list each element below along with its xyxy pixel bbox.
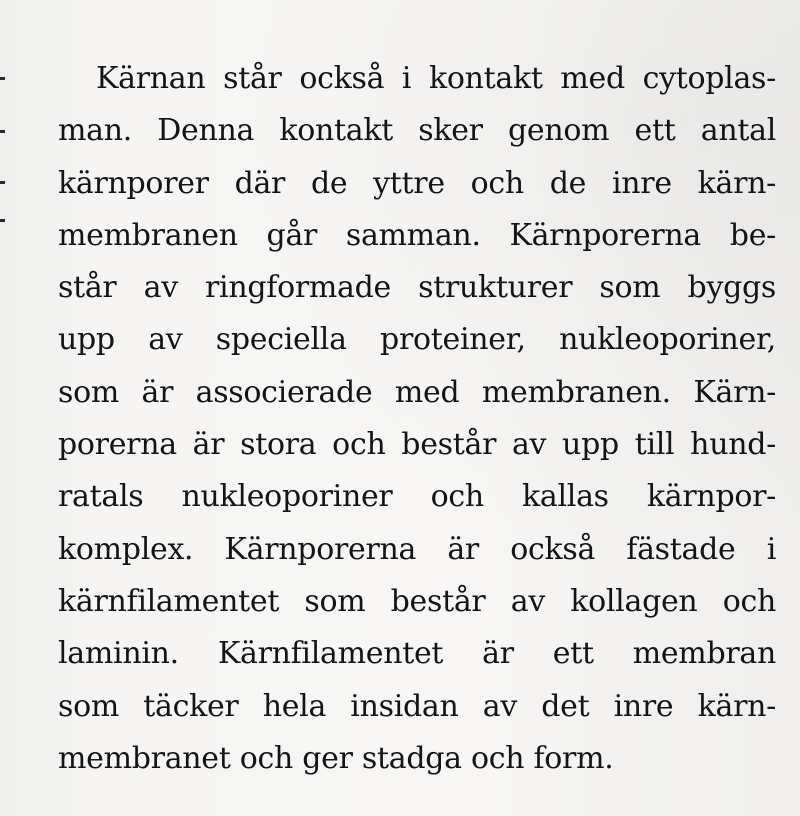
text-line: står av ringformade strukturer som byggs — [58, 270, 776, 306]
text-line: membranet och ger stadga och form. — [58, 740, 614, 776]
text-line: ratals nukleoporiner och kallas kärnpor- — [58, 479, 776, 515]
body-paragraph — [58, 53, 776, 785]
text-line: kärnporer där de yttre och de inre kärn- — [58, 165, 776, 201]
text-line: porerna är stora och består av upp till hund- — [58, 427, 776, 463]
text-line: kärnfilamentet som består av kollagen och — [58, 583, 776, 619]
text-line: upp av speciella proteiner, nukleoporiner, — [58, 322, 776, 358]
text-line: membranen går samman. Kärnporerna be- — [58, 217, 776, 253]
text-line: komplex. Kärnporerna är också fästade i — [58, 531, 776, 567]
text-line: Kärnan står också i kontakt med cytoplas- — [96, 61, 776, 96]
page-edge-mark — [0, 219, 5, 222]
text-line: som är associerade med membranen. Kärn- — [58, 374, 776, 410]
text-line: laminin. Kärnfilamentet är ett membran — [58, 636, 776, 672]
page-edge-mark — [0, 181, 5, 184]
page-edge-mark — [0, 130, 5, 133]
page-edge-mark — [0, 77, 5, 80]
text-line: som täcker hela insidan av det inre kärn- — [58, 688, 776, 724]
text-line: man. Denna kontakt sker genom ett antal — [58, 113, 776, 149]
